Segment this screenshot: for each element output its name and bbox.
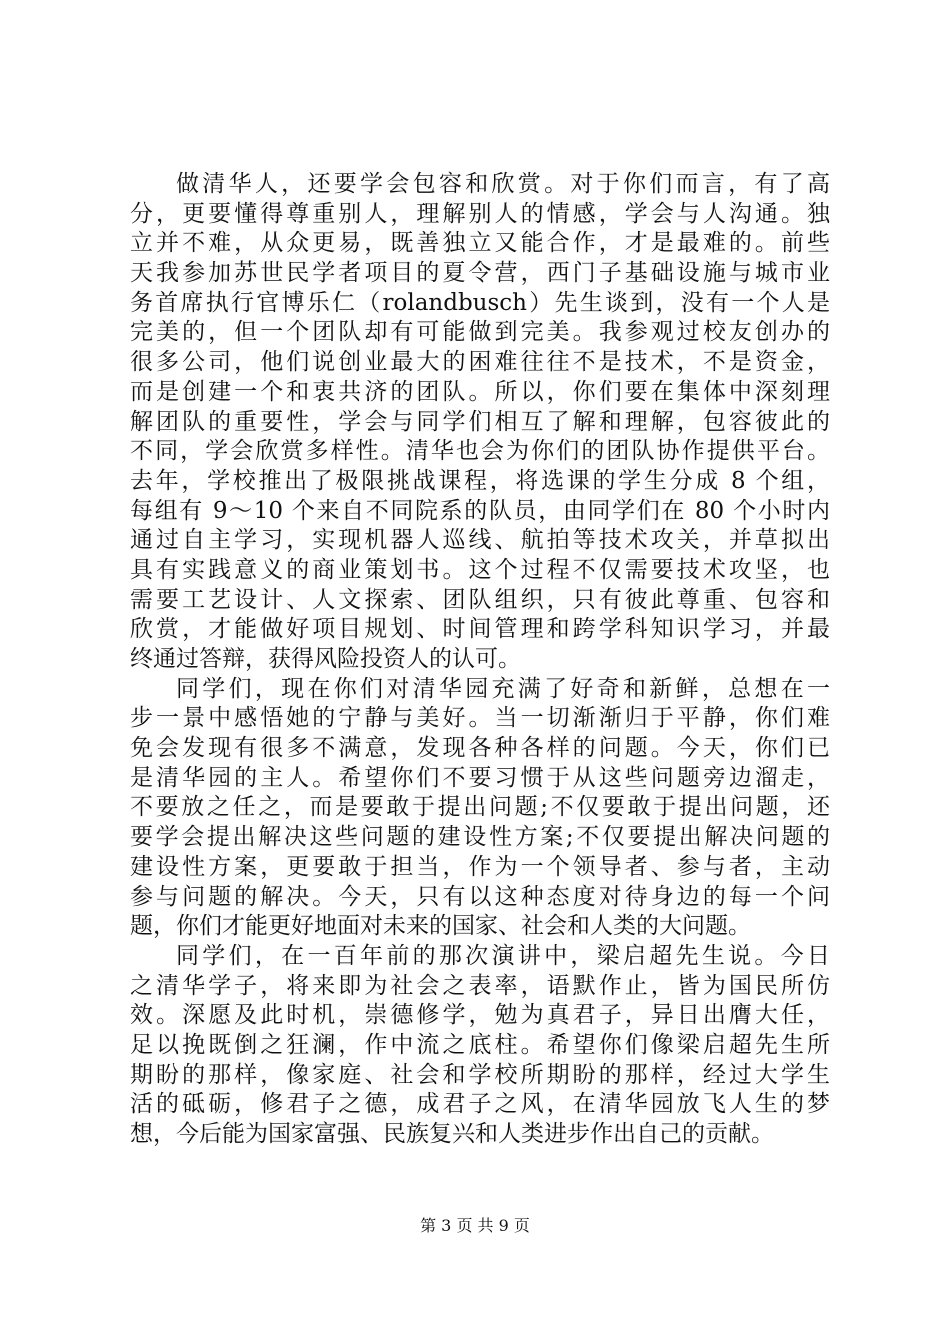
text-line: 是清华园的主人。希望你们不要习惯于从这些问题旁边溜走，: [130, 764, 830, 791]
text-line: 活的砥砺，修君子之德，成君子之风，在清华园放飞人生的梦: [130, 1091, 830, 1118]
text-line: 具有实践意义的商业策划书。这个过程不仅需要技术攻坚，也: [130, 556, 830, 583]
text-line: 不同，学会欣赏多样性。清华也会为你们的团队协作提供平台。: [130, 438, 830, 465]
text-line: 完美的，但一个团队却有可能做到完美。我参观过校友创办的: [130, 319, 830, 346]
document-body: [130, 170, 830, 1150]
text-line: 步一景中感悟她的宁静与美好。当一切渐渐归于平静，你们难: [130, 705, 830, 732]
text-line: 期盼的那样，像家庭、社会和学校所期盼的那样，经过大学生: [130, 1061, 830, 1088]
text-line: 做清华人，还要学会包容和欣赏。对于你们而言，有了高: [176, 171, 830, 197]
text-line: 欣赏，才能做好项目规划、时间管理和跨学科知识学习，并最: [130, 616, 830, 643]
text-line: 想，今后能为国家富强、民族复兴和人类进步作出自己的贡献。: [130, 1121, 774, 1147]
text-line: 而是创建一个和衷共济的团队。所以，你们要在集体中深刻理: [130, 378, 830, 405]
text-line: 务首席执行官博乐仁（rolandbusch）先生谈到，没有一个人是: [130, 289, 830, 316]
text-line: 同学们，在一百年前的那次演讲中，梁启超先生说。今日: [176, 942, 830, 969]
text-line: 同学们，现在你们对清华园充满了好奇和新鲜，总想在一: [176, 675, 830, 702]
text-line: 不要放之任之，而是要敢于提出问题;不仅要敢于提出问题，还: [130, 794, 830, 821]
text-line: 天我参加苏世民学者项目的夏令营，西门子基础设施与城市业: [130, 260, 830, 287]
text-line: 去年，学校推出了极限挑战课程，将选课的学生分成 8 个组，: [130, 467, 830, 494]
text-line: 题，你们才能更好地面对未来的国家、社会和人类的大问题。: [130, 913, 751, 940]
text-line: 效。深愿及此时机，崇德修学，勉为真君子，异日出膺大任，: [130, 1002, 830, 1029]
text-line: 通过自主学习，实现机器人巡线、航拍等技术攻关，并草拟出: [130, 527, 830, 554]
text-line: 要学会提出解决这些问题的建设性方案;不仅要提出解决问题的: [130, 824, 830, 851]
text-line: 分，更要懂得尊重别人，理解别人的情感，学会与人沟通。独: [130, 200, 830, 227]
text-line: 很多公司，他们说创业最大的困难往往不是技术，不是资金，: [130, 349, 830, 376]
page-number: 第 3 页 共 9 页: [420, 1216, 530, 1235]
text-line: 足以挽既倒之狂澜，作中流之底柱。希望你们像梁启超先生所: [130, 1031, 830, 1058]
paragraph: [130, 675, 830, 942]
paragraph: [130, 170, 830, 675]
text-line: 终通过答辩，获得风险投资人的认可。: [130, 646, 521, 672]
text-line: 需要工艺设计、人文探索、团队组织，只有彼此尊重、包容和: [130, 586, 830, 613]
paragraph: [130, 942, 830, 1150]
text-line: 建设性方案，更要敢于担当，作为一个领导者、参与者，主动: [130, 853, 830, 880]
text-line: 每组有 9～10 个来自不同院系的队员，由同学们在 80 个小时内: [130, 497, 830, 524]
text-line: 免会发现有很多不满意，发现各种各样的问题。今天，你们已: [130, 735, 830, 762]
text-line: 立并不难，从众更易，既善独立又能合作，才是最难的。前些: [130, 230, 830, 257]
text-line: 参与问题的解决。今天，只有以这种态度对待身边的每一个问: [130, 883, 830, 910]
text-line: 解团队的重要性，学会与同学们相互了解和理解，包容彼此的: [130, 408, 830, 435]
text-line: 之清华学子，将来即为社会之表率，语默作止，皆为国民所仿: [130, 972, 830, 999]
